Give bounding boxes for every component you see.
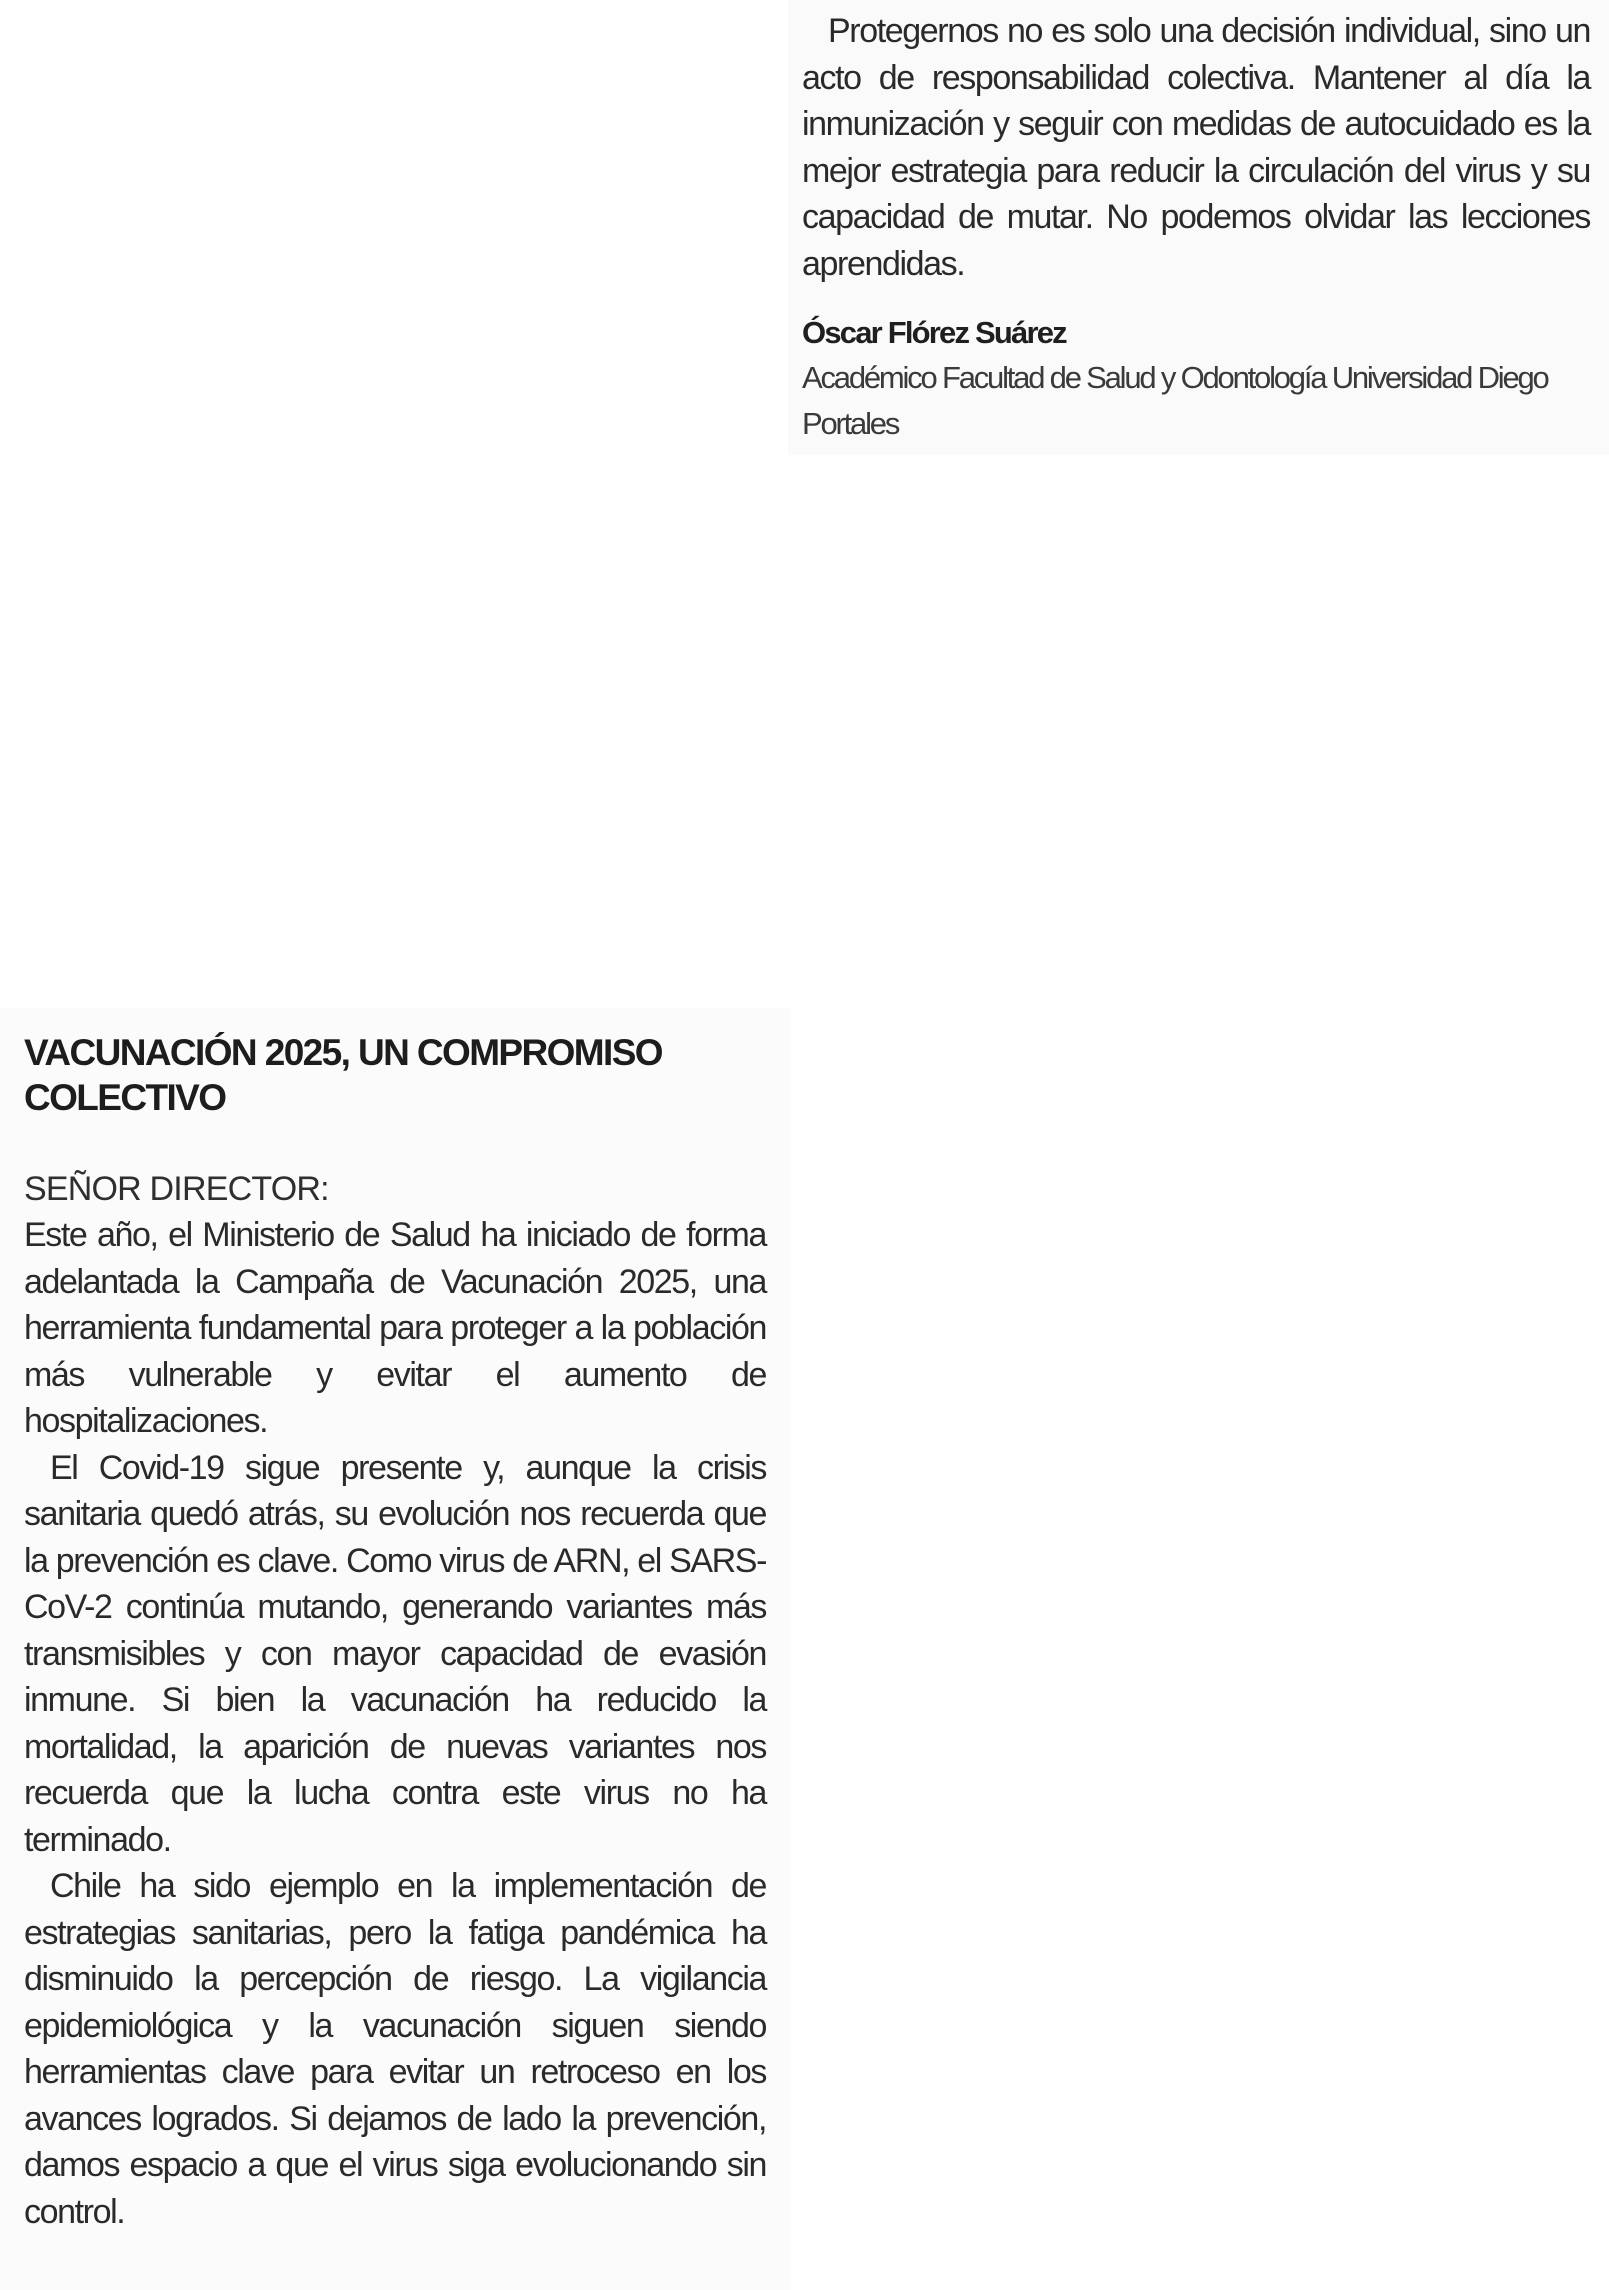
letter-body <box>24 1166 766 2235</box>
signature-block <box>802 311 1590 447</box>
letter-continuation <box>788 0 1609 455</box>
author-role: Académico Facultad de Salud y Odontología Universidad Diego Portales <box>802 360 1548 441</box>
body-paragraph: Chile ha sido ejemplo en la implementación de estrategias sanitarias, pero la fatiga pandémica ha disminuido la percepción de riesgo. La vigilancia epidemiológica y la vacunación siguen siendo herramientas clave para evitar un retroceso en los avances logrados. Si dejamos de lado la prevención, damos espacio a que el virus siga evolucionando sin control. <box>24 1867 766 2231</box>
letter-vacunacion <box>0 1008 790 2290</box>
author-name: Óscar Flórez Suárez <box>802 315 1066 350</box>
letter-headline: VACUNACIÓN 2025, UN COMPROMISO COLECTIVO <box>24 1032 662 1118</box>
body-paragraph: Este año, el Ministerio de Salud ha iniciado de forma adelantada la Campaña de Vacunación 2025, una herramienta fundamental para proteger a la población más vulnerable y evitar el aumento de hospitalizaciones. <box>24 1216 766 1440</box>
salutation: SEÑOR DIRECTOR: <box>24 1170 329 1208</box>
closing-paragraph: Protegernos no es solo una decisión individual, sino un acto de responsabilidad colectiva. Mantener al día la inmunización y seguir con medidas de autocuidado es la mejor estrategia para reducir la circulación del virus y su capacidad de mutar. No podemos olvidar las lecciones aprendidas. <box>802 12 1590 283</box>
body-paragraph: El Covid-19 sigue presente y, aunque la crisis sanitaria quedó atrás, su evolución nos recuerda que la prevención es clave. Como virus de ARN, el SARS-CoV-2 continúa mutando, generando variantes más transmisibles y con mayor capacidad de evasión inmune. Si bien la vacunación ha reducido la mortalidad, la aparición de nuevas variantes nos recuerda que la lucha contra este virus no ha terminado. <box>24 1448 766 1859</box>
